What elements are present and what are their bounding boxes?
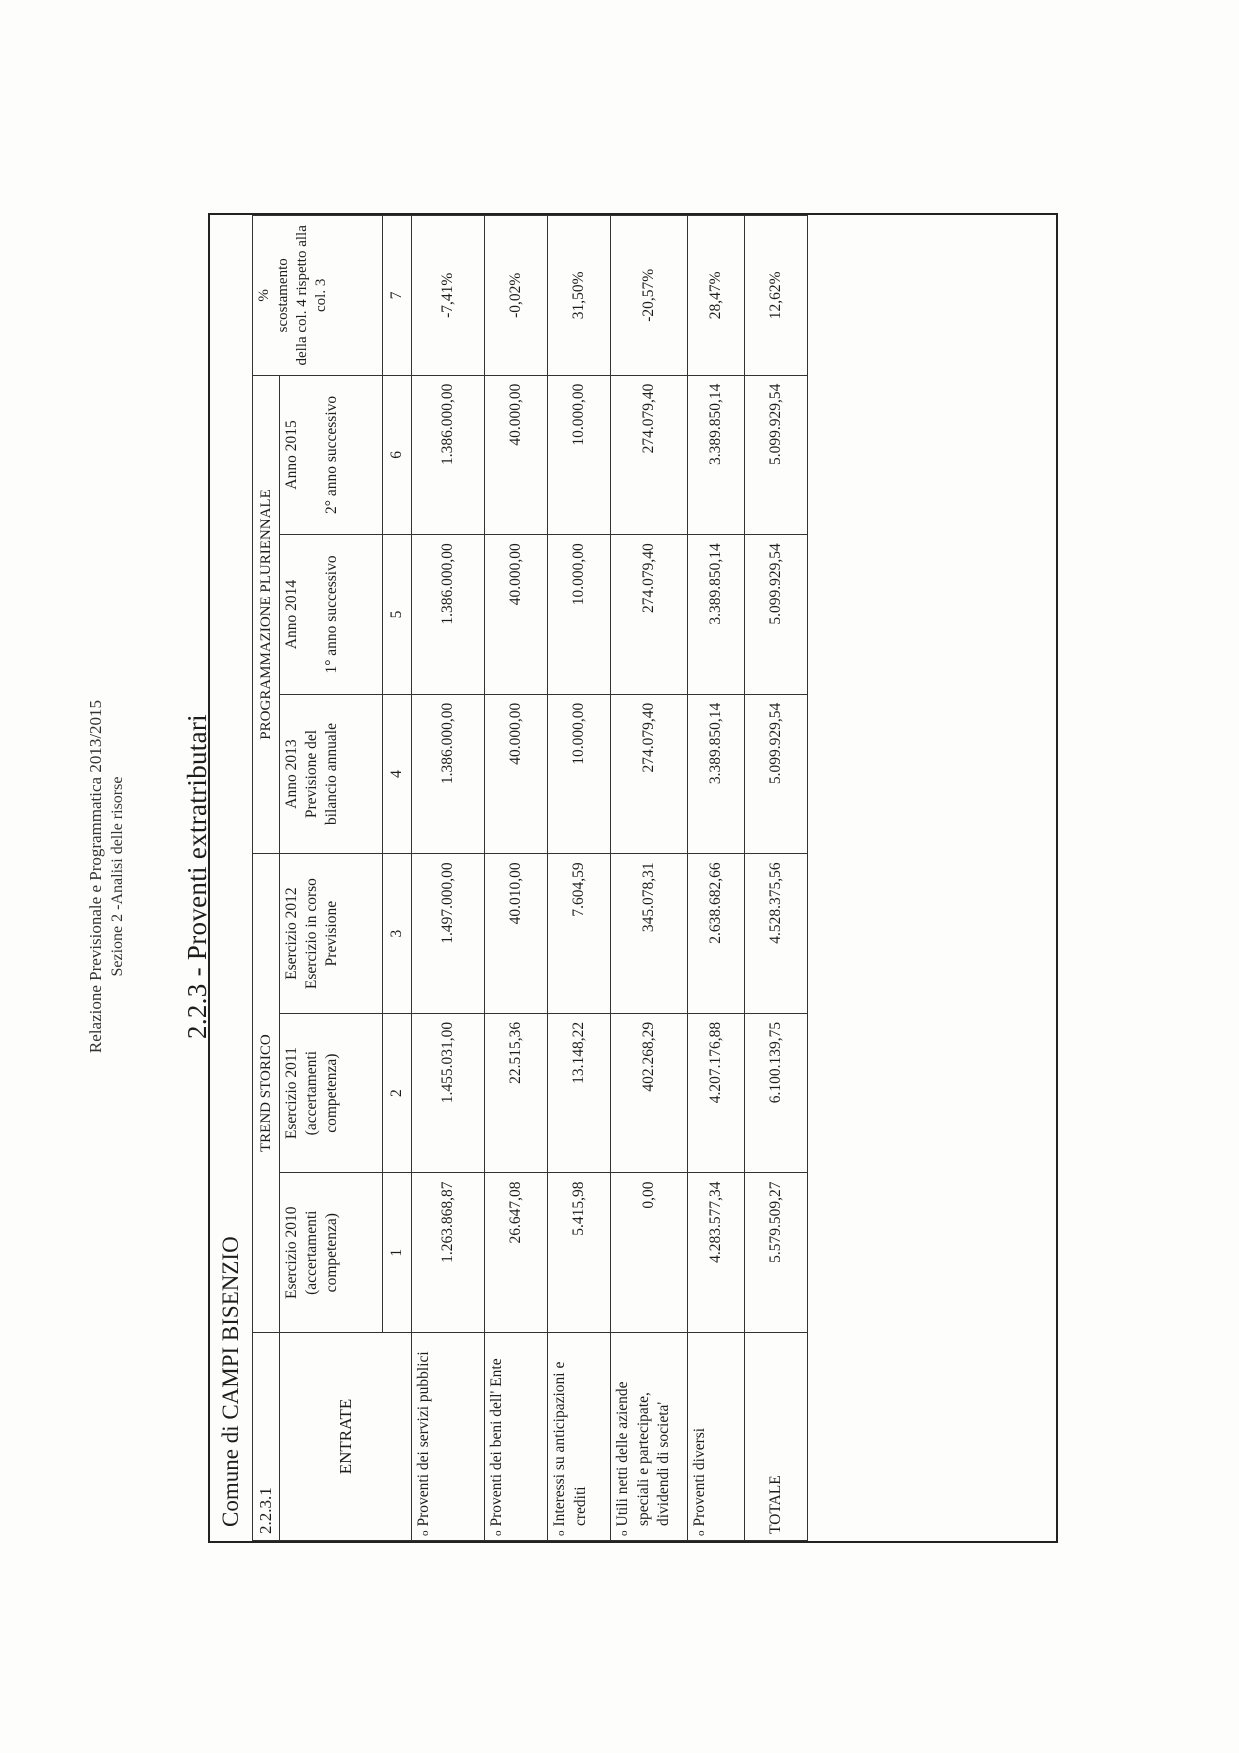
table-row: [688, 216, 745, 1541]
cell-value: 3.389.850,14: [688, 375, 745, 535]
col-3-line1: Esercizio 2012: [283, 887, 300, 980]
cell-value: 274.079,40: [611, 375, 688, 535]
col-4-line2: Previsione del: [303, 729, 320, 819]
total-value: 5.099.929,54: [745, 694, 808, 854]
cell-value: 274.079,40: [611, 535, 688, 695]
cell-value: 26.647,08: [485, 1173, 548, 1333]
cell-value: 10.000,00: [548, 375, 611, 535]
col-5-line1: Anno 2014: [283, 579, 300, 650]
bullet-icon: o: [555, 1530, 567, 1536]
cell-value: 1.386.000,00: [412, 535, 485, 695]
col-1-line1: Esercizio 2010: [283, 1206, 300, 1299]
table-row: [412, 216, 485, 1541]
cell-value: 13.148,22: [548, 1013, 611, 1173]
col-5-line2: [302, 541, 322, 688]
total-value: 4.528.375,56: [745, 854, 808, 1014]
cell-value: 40.000,00: [485, 535, 548, 695]
document-header-line2: Sezione 2 -Analisi delle risorse: [109, 776, 126, 977]
cell-value: 10.000,00: [548, 694, 611, 854]
group-trend-storico: TREND STORICO: [253, 854, 280, 1333]
row-label: oInteressi su anticipazioni e crediti: [548, 1333, 611, 1541]
col-2-line3: competenza): [323, 1053, 340, 1133]
bullet-icon: o: [695, 1530, 707, 1536]
total-value: 5.579.509,27: [745, 1173, 808, 1333]
cell-value: 1.263.868,87: [412, 1173, 485, 1333]
col-header-5: [280, 535, 383, 695]
entrate-header: ENTRATE: [280, 1333, 412, 1541]
cell-value: 4.283.577,34: [688, 1173, 745, 1333]
cell-value: 274.079,40: [611, 694, 688, 854]
total-value: 6.100.139,75: [745, 1013, 808, 1173]
page-title: 2.2.3 - Proventi extratributari: [182, 714, 212, 1039]
cell-value: 5.415,98: [548, 1173, 611, 1333]
cell-value: 22.515,36: [485, 1013, 548, 1173]
col-header-6: [280, 375, 383, 535]
cell-value: 4.207.176,88: [688, 1013, 745, 1173]
cell-value: 402.268,29: [611, 1013, 688, 1173]
cell-value: 40.010,00: [485, 854, 548, 1014]
col-header-1: [280, 1173, 383, 1333]
col-header-4: [280, 694, 383, 854]
col-num-4: 4: [383, 694, 412, 854]
cell-value: 10.000,00: [548, 535, 611, 695]
col-num-7: 7: [383, 216, 412, 376]
row-label: oProventi dei beni dell' Ente: [485, 1333, 548, 1541]
col-1-line3: competenza): [323, 1213, 340, 1293]
col-6-line3: 2° anno successivo: [323, 395, 340, 514]
col-1-line2: (accertamenti: [303, 1210, 320, 1295]
col-7-line3: della col. 4 rispetto alla col. 3: [294, 225, 329, 366]
col-3-line2: Esercizio in corso: [303, 878, 320, 990]
col-num-2: 2: [383, 1013, 412, 1173]
cell-value: 3.389.850,14: [688, 535, 745, 695]
total-row: [745, 216, 808, 1541]
bullet-icon: o: [419, 1530, 431, 1536]
col-7-line1: %: [256, 289, 272, 302]
col-num-5: 5: [383, 535, 412, 695]
row-label: oUtili netti delle aziende speciali e partecipate, dividendi di societa': [611, 1333, 688, 1541]
col-7-line2: scostamento: [275, 258, 291, 333]
cell-value: 40.000,00: [485, 694, 548, 854]
table-row: [485, 216, 548, 1541]
col-num-1: 1: [383, 1173, 412, 1333]
cell-percent: 31,50%: [548, 216, 611, 376]
col-2-line1: Esercizio 2011: [283, 1047, 300, 1140]
col-4-line3: bilancio annuale: [323, 723, 340, 826]
cell-value: 2.638.682,66: [688, 854, 745, 1014]
cell-value: 1.386.000,00: [412, 375, 485, 535]
cell-percent: -20,57%: [611, 216, 688, 376]
cell-percent: 28,47%: [688, 216, 745, 376]
comune-title: Comune di CAMPI BISENZIO: [210, 215, 253, 1541]
cell-value: 7.604,59: [548, 854, 611, 1014]
bullet-icon: o: [492, 1530, 504, 1536]
group-programmazione: PROGRAMMAZIONE PLURIENNALE: [253, 375, 280, 854]
col-header-7: [253, 216, 383, 376]
cell-value: 1.386.000,00: [412, 694, 485, 854]
cell-percent: -7,41%: [412, 216, 485, 376]
cell-value: 3.389.850,14: [688, 694, 745, 854]
row-label: oProventi diversi: [688, 1333, 745, 1541]
col-2-line2: (accertamenti: [303, 1051, 320, 1136]
data-sheet: [208, 213, 1058, 1543]
col-num-3: 3: [383, 854, 412, 1014]
table-row: [548, 216, 611, 1541]
row-label: oProventi dei servizi pubblici: [412, 1333, 485, 1541]
proventi-table: [252, 215, 808, 1541]
col-5-line3: 1° anno successivo: [323, 555, 340, 674]
section-code: 2.2.3.1: [253, 1333, 280, 1541]
cell-value: 1.497.000,00: [412, 854, 485, 1014]
cell-value: 0,00: [611, 1173, 688, 1333]
col-3-line3: Previsione: [323, 900, 340, 967]
col-header-2: [280, 1013, 383, 1173]
table-row: [611, 216, 688, 1541]
total-value: 5.099.929,54: [745, 375, 808, 535]
total-percent: 12,62%: [745, 216, 808, 376]
cell-percent: -0,02%: [485, 216, 548, 376]
cell-value: 1.455.031,00: [412, 1013, 485, 1173]
col-header-3: [280, 854, 383, 1014]
document-header-line1: Relazione Previsionale e Programmatica 2013/2015: [86, 699, 105, 1054]
cell-value: 345.078,31: [611, 854, 688, 1014]
total-label: TOTALE: [745, 1333, 808, 1541]
col-4-line1: Anno 2013: [283, 739, 300, 809]
bullet-icon: o: [618, 1530, 630, 1536]
col-6-line2: [302, 382, 322, 529]
col-6-line1: Anno 2015: [283, 420, 300, 490]
cell-value: 40.000,00: [485, 375, 548, 535]
total-value: 5.099.929,54: [745, 535, 808, 695]
col-num-6: 6: [383, 375, 412, 535]
